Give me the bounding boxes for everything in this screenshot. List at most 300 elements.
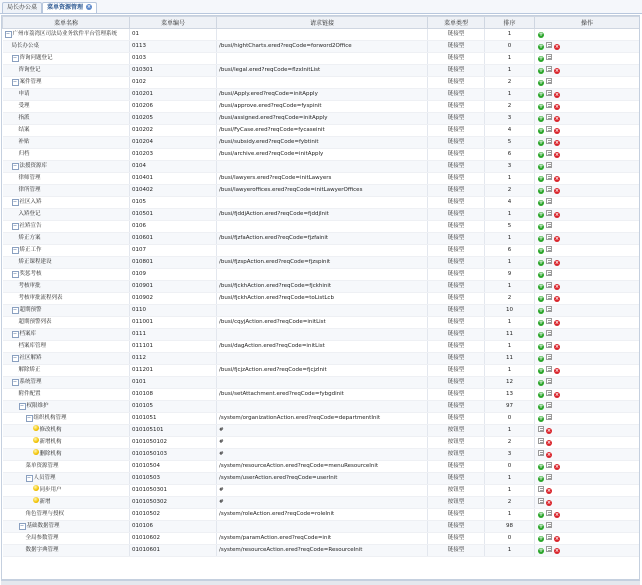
- cell-menu-name[interactable]: [3, 173, 130, 185]
- add-icon[interactable]: +: [538, 463, 544, 470]
- cell-menu-name[interactable]: [3, 89, 130, 101]
- edit-icon[interactable]: [546, 78, 552, 84]
- cell-menu-code: 0101050102: [130, 437, 217, 449]
- delete-icon[interactable]: ×: [554, 176, 560, 182]
- table-row[interactable]: [3, 353, 640, 365]
- collapse-toggle-icon[interactable]: −: [12, 271, 18, 277]
- table-row[interactable]: [3, 137, 640, 149]
- cell-menu-name[interactable]: [3, 425, 130, 437]
- cell-menu-name[interactable]: [3, 449, 130, 461]
- cell-menu-name[interactable]: [3, 509, 130, 521]
- add-icon[interactable]: +: [538, 367, 544, 374]
- cell-menu-name[interactable]: [3, 377, 130, 389]
- table-row[interactable]: [3, 521, 640, 533]
- cell-menu-name[interactable]: [3, 197, 130, 209]
- cell-menu-code: 0112: [130, 353, 217, 365]
- table-row[interactable]: [3, 173, 640, 185]
- add-icon[interactable]: +: [538, 175, 544, 182]
- edit-icon[interactable]: [546, 510, 552, 516]
- table-row[interactable]: [3, 113, 640, 125]
- cell-menu-name[interactable]: [3, 533, 130, 545]
- cell-sort-order: 1: [485, 545, 535, 557]
- cell-menu-type: 按钮型: [428, 497, 485, 509]
- collapse-toggle-icon[interactable]: −: [12, 223, 18, 229]
- cell-actions: [535, 41, 640, 53]
- add-icon[interactable]: +: [538, 307, 544, 314]
- add-icon[interactable]: +: [538, 511, 544, 518]
- edit-icon[interactable]: [546, 546, 552, 552]
- cell-actions: [535, 257, 640, 269]
- cell-request-url: [217, 161, 428, 173]
- cell-sort-order: 11: [485, 353, 535, 365]
- add-icon[interactable]: +: [538, 403, 544, 410]
- table-row[interactable]: [3, 221, 640, 233]
- delete-icon[interactable]: ×: [554, 44, 560, 50]
- cell-menu-code: 0107: [130, 245, 217, 257]
- cell-request-url: /busi/fjckhAction.ered?reqCode=toListLcb: [217, 293, 428, 305]
- delete-icon[interactable]: ×: [554, 296, 560, 302]
- delete-icon[interactable]: ×: [554, 320, 560, 326]
- delete-icon[interactable]: ×: [554, 236, 560, 242]
- add-icon[interactable]: +: [538, 151, 544, 158]
- cell-actions: [535, 437, 640, 449]
- menu-name-text: 奖惩考核: [19, 271, 42, 277]
- table-row[interactable]: [3, 89, 640, 101]
- cell-sort-order: 0: [485, 413, 535, 425]
- edit-icon[interactable]: [546, 90, 552, 96]
- add-icon[interactable]: +: [538, 91, 544, 98]
- cell-actions: [535, 317, 640, 329]
- cell-menu-name[interactable]: [3, 53, 130, 65]
- delete-icon[interactable]: ×: [554, 92, 560, 98]
- cell-menu-name[interactable]: [3, 413, 130, 425]
- menu-name-text: 社区入矫: [19, 199, 42, 205]
- add-icon[interactable]: +: [538, 187, 544, 194]
- add-icon[interactable]: +: [538, 103, 544, 110]
- edit-icon[interactable]: [546, 198, 552, 204]
- column-header-type[interactable]: 菜单类型: [428, 17, 485, 29]
- delete-icon[interactable]: ×: [554, 392, 560, 398]
- collapse-toggle-icon[interactable]: −: [12, 355, 18, 361]
- table-row[interactable]: [3, 329, 640, 341]
- cell-sort-order: 1: [485, 485, 535, 497]
- cell-menu-name[interactable]: [3, 353, 130, 365]
- cell-sort-order: 0: [485, 461, 535, 473]
- cell-sort-order: 2: [485, 101, 535, 113]
- edit-icon[interactable]: [538, 486, 544, 492]
- delete-icon[interactable]: ×: [554, 128, 560, 134]
- cell-actions: [535, 77, 640, 89]
- add-icon[interactable]: +: [538, 319, 544, 326]
- menu-name-text: 全局参数管理: [25, 535, 59, 541]
- cell-menu-name[interactable]: [3, 437, 130, 449]
- edit-icon[interactable]: [546, 354, 552, 360]
- table-row[interactable]: [3, 449, 640, 461]
- table-row[interactable]: [3, 401, 640, 413]
- add-icon[interactable]: +: [538, 163, 544, 170]
- delete-icon[interactable]: ×: [554, 284, 560, 290]
- collapse-toggle-icon[interactable]: −: [19, 403, 25, 409]
- delete-icon[interactable]: ×: [554, 368, 560, 374]
- column-header-url[interactable]: 请求链接: [217, 17, 428, 29]
- cell-menu-name[interactable]: [3, 29, 130, 41]
- tab-menu-resource[interactable]: [42, 2, 97, 13]
- cell-sort-order: 1: [485, 233, 535, 245]
- horizontal-scrollbar[interactable]: [1, 580, 640, 585]
- cell-menu-name[interactable]: [3, 65, 130, 77]
- table-row[interactable]: [3, 485, 640, 497]
- table-row[interactable]: [3, 41, 640, 53]
- column-header-name[interactable]: 菜单名称: [3, 17, 130, 29]
- cell-menu-name[interactable]: [3, 545, 130, 557]
- cell-menu-name[interactable]: [3, 473, 130, 485]
- column-header-order[interactable]: 排序: [485, 17, 535, 29]
- cell-sort-order: 0: [485, 533, 535, 545]
- cell-menu-code: 010401: [130, 173, 217, 185]
- cell-menu-name[interactable]: [3, 149, 130, 161]
- cell-actions: [535, 161, 640, 173]
- add-icon[interactable]: +: [538, 535, 544, 542]
- cell-menu-name[interactable]: [3, 221, 130, 233]
- delete-icon[interactable]: ×: [546, 488, 552, 494]
- collapse-toggle-icon[interactable]: −: [5, 31, 11, 37]
- add-icon[interactable]: +: [538, 523, 544, 530]
- edit-icon[interactable]: [546, 174, 552, 180]
- cell-menu-name[interactable]: [3, 305, 130, 317]
- collapse-toggle-icon[interactable]: −: [26, 415, 32, 421]
- table-row[interactable]: [3, 437, 640, 449]
- cell-menu-name[interactable]: [3, 233, 130, 245]
- table-row[interactable]: [3, 161, 640, 173]
- cell-sort-order: 1: [485, 65, 535, 77]
- edit-icon[interactable]: [538, 426, 544, 432]
- table-row[interactable]: [3, 257, 640, 269]
- edit-icon[interactable]: [546, 414, 552, 420]
- cell-menu-name[interactable]: [3, 77, 130, 89]
- cell-menu-name[interactable]: [3, 317, 130, 329]
- edit-icon[interactable]: [546, 342, 552, 348]
- add-icon[interactable]: +: [538, 79, 544, 86]
- cell-menu-name[interactable]: [3, 293, 130, 305]
- collapse-toggle-icon[interactable]: −: [19, 523, 25, 529]
- edit-icon[interactable]: [546, 186, 552, 192]
- cell-request-url: /busi/cqyjAction.ered?reqCode=initList: [217, 317, 428, 329]
- add-icon[interactable]: +: [538, 55, 544, 62]
- edit-icon[interactable]: [546, 318, 552, 324]
- edit-icon[interactable]: [546, 138, 552, 144]
- add-icon[interactable]: +: [538, 247, 544, 254]
- cell-menu-name[interactable]: [3, 521, 130, 533]
- edit-icon[interactable]: [546, 522, 552, 528]
- edit-icon[interactable]: [546, 222, 552, 228]
- delete-icon[interactable]: ×: [546, 452, 552, 458]
- delete-icon[interactable]: ×: [554, 344, 560, 350]
- cell-menu-code: 0101050301: [130, 485, 217, 497]
- column-header-code[interactable]: 菜单编号: [130, 17, 217, 29]
- cell-menu-name[interactable]: [3, 185, 130, 197]
- table-row[interactable]: [3, 461, 640, 473]
- delete-icon[interactable]: ×: [554, 212, 560, 218]
- table-row[interactable]: [3, 269, 640, 281]
- cell-request-url: /busi/fjddjAction.ered?reqCode=fjddjInit: [217, 209, 428, 221]
- cell-menu-name[interactable]: [3, 257, 130, 269]
- cell-menu-type: 链接型: [428, 389, 485, 401]
- add-icon[interactable]: +: [538, 223, 544, 230]
- cell-menu-type: 链接型: [428, 329, 485, 341]
- edit-icon[interactable]: [546, 474, 552, 480]
- cell-menu-name[interactable]: [3, 209, 130, 221]
- close-icon[interactable]: ×: [86, 4, 92, 10]
- delete-icon[interactable]: ×: [554, 260, 560, 266]
- edit-icon[interactable]: [538, 498, 544, 504]
- cell-menu-type: 链接型: [428, 137, 485, 149]
- table-row[interactable]: [3, 197, 640, 209]
- add-icon[interactable]: +: [538, 199, 544, 206]
- table-row[interactable]: [3, 341, 640, 353]
- table-row[interactable]: [3, 185, 640, 197]
- collapse-toggle-icon[interactable]: −: [26, 475, 32, 481]
- table-row[interactable]: [3, 473, 640, 485]
- cell-request-url: /busi/fjckhAction.ered?reqCode=fjckhinit: [217, 281, 428, 293]
- add-icon[interactable]: +: [538, 139, 544, 146]
- menu-name-text: 社区解矫: [19, 355, 42, 361]
- cell-menu-name[interactable]: [3, 101, 130, 113]
- add-icon[interactable]: +: [538, 127, 544, 134]
- cell-request-url: [217, 521, 428, 533]
- table-row[interactable]: [3, 101, 640, 113]
- cell-menu-code: 010901: [130, 281, 217, 293]
- collapse-toggle-icon[interactable]: −: [12, 199, 18, 205]
- cell-menu-code: 010801: [130, 257, 217, 269]
- edit-icon[interactable]: [546, 66, 552, 72]
- cell-request-url: /busi/hightCharts.ered?reqCode=forword2Office: [217, 41, 428, 53]
- edit-icon[interactable]: [546, 126, 552, 132]
- cell-menu-name[interactable]: [3, 329, 130, 341]
- cell-menu-name[interactable]: [3, 281, 130, 293]
- cell-menu-code: 0103: [130, 53, 217, 65]
- collapse-toggle-icon[interactable]: −: [12, 163, 18, 169]
- cell-actions: [535, 281, 640, 293]
- menu-name-text: 附件配置: [18, 391, 41, 397]
- delete-icon[interactable]: ×: [554, 116, 560, 122]
- edit-icon[interactable]: [546, 258, 552, 264]
- table-row[interactable]: [3, 293, 640, 305]
- menu-name-text: 广州市荔湾区司法局业务软件平台管理系统: [12, 31, 118, 37]
- delete-icon[interactable]: ×: [554, 548, 560, 554]
- menu-name-text: 考核审批流程列表: [18, 295, 63, 301]
- table-row[interactable]: [3, 149, 640, 161]
- table-row[interactable]: [3, 413, 640, 425]
- tab-label: 局长办公桌: [7, 4, 38, 11]
- table-row[interactable]: [3, 29, 640, 41]
- add-icon[interactable]: +: [538, 355, 544, 362]
- table-row[interactable]: [3, 125, 640, 137]
- menu-name-text: 考核审批: [18, 283, 41, 289]
- cell-menu-type: 链接型: [428, 341, 485, 353]
- cell-menu-name[interactable]: [3, 389, 130, 401]
- edit-icon[interactable]: [546, 306, 552, 312]
- cell-request-url: /busi/approve.ered?reqCode=fyspinit: [217, 101, 428, 113]
- delete-icon[interactable]: ×: [554, 536, 560, 542]
- table-row[interactable]: [3, 245, 640, 257]
- delete-icon[interactable]: ×: [554, 188, 560, 194]
- delete-icon[interactable]: ×: [554, 104, 560, 110]
- table-row[interactable]: [3, 389, 640, 401]
- edit-icon[interactable]: [546, 294, 552, 300]
- add-icon[interactable]: +: [538, 475, 544, 482]
- add-icon[interactable]: +: [538, 235, 544, 242]
- cell-menu-name[interactable]: [3, 461, 130, 473]
- cell-sort-order: 6: [485, 245, 535, 257]
- collapse-toggle-icon[interactable]: −: [12, 307, 18, 313]
- cell-request-url: [217, 29, 428, 41]
- delete-icon[interactable]: ×: [554, 152, 560, 158]
- table-row[interactable]: [3, 497, 640, 509]
- cell-menu-name[interactable]: [3, 341, 130, 353]
- edit-icon[interactable]: [546, 282, 552, 288]
- table-row[interactable]: [3, 509, 640, 521]
- cell-menu-name[interactable]: [3, 485, 130, 497]
- cell-request-url: [217, 197, 428, 209]
- add-icon[interactable]: +: [538, 271, 544, 278]
- collapse-toggle-icon[interactable]: −: [12, 55, 18, 61]
- edit-icon[interactable]: [546, 102, 552, 108]
- edit-icon[interactable]: [538, 438, 544, 444]
- table-row[interactable]: [3, 281, 640, 293]
- edit-icon[interactable]: [546, 114, 552, 120]
- edit-icon[interactable]: [546, 162, 552, 168]
- table-row[interactable]: [3, 533, 640, 545]
- cell-actions: [535, 173, 640, 185]
- add-icon[interactable]: +: [538, 547, 544, 554]
- edit-icon[interactable]: [546, 54, 552, 60]
- cell-menu-code: 0101050103: [130, 449, 217, 461]
- cell-menu-code: 0101: [130, 377, 217, 389]
- add-icon[interactable]: +: [538, 67, 544, 74]
- add-icon[interactable]: +: [538, 391, 544, 398]
- edit-icon[interactable]: [546, 462, 552, 468]
- add-icon[interactable]: +: [538, 415, 544, 422]
- cell-sort-order: 4: [485, 197, 535, 209]
- cell-menu-type: 按钮型: [428, 437, 485, 449]
- cell-actions: [535, 53, 640, 65]
- delete-icon[interactable]: ×: [554, 68, 560, 74]
- collapse-toggle-icon[interactable]: −: [12, 331, 18, 337]
- table-row[interactable]: [3, 377, 640, 389]
- cell-menu-name[interactable]: [3, 497, 130, 509]
- edit-icon[interactable]: [538, 450, 544, 456]
- edit-icon[interactable]: [546, 246, 552, 252]
- cell-request-url: #: [217, 485, 428, 497]
- cell-request-url: [217, 245, 428, 257]
- cell-menu-type: 链接型: [428, 473, 485, 485]
- collapse-toggle-icon[interactable]: −: [12, 247, 18, 253]
- cell-menu-name[interactable]: [3, 125, 130, 137]
- menu-name-text: 咨询登记: [18, 67, 41, 73]
- add-icon[interactable]: +: [538, 115, 544, 122]
- cell-menu-name[interactable]: [3, 245, 130, 257]
- menu-name-text: 修改机构: [39, 427, 62, 433]
- tab-office-desk[interactable]: [2, 2, 42, 13]
- cell-menu-name[interactable]: [3, 137, 130, 149]
- cell-request-url: [217, 329, 428, 341]
- delete-icon[interactable]: ×: [546, 440, 552, 446]
- cell-menu-type: 链接型: [428, 185, 485, 197]
- cell-sort-order: 12: [485, 377, 535, 389]
- table-row[interactable]: [3, 365, 640, 377]
- menu-name-text: 律师管理: [18, 175, 41, 181]
- add-icon[interactable]: +: [538, 295, 544, 302]
- add-icon[interactable]: +: [538, 343, 544, 350]
- table-row[interactable]: [3, 77, 640, 89]
- delete-icon[interactable]: ×: [554, 140, 560, 146]
- cell-menu-type: 链接型: [428, 353, 485, 365]
- cell-menu-type: 链接型: [428, 281, 485, 293]
- cell-sort-order: 2: [485, 293, 535, 305]
- table-row[interactable]: [3, 545, 640, 557]
- cell-menu-name[interactable]: [3, 401, 130, 413]
- edit-icon[interactable]: [546, 210, 552, 216]
- edit-icon[interactable]: [546, 366, 552, 372]
- collapse-toggle-icon[interactable]: −: [12, 79, 18, 85]
- edit-icon[interactable]: [546, 378, 552, 384]
- edit-icon[interactable]: [546, 234, 552, 240]
- cell-menu-code: 0106: [130, 221, 217, 233]
- add-icon[interactable]: +: [538, 259, 544, 266]
- add-icon[interactable]: +: [538, 331, 544, 338]
- table-row[interactable]: [3, 53, 640, 65]
- delete-icon[interactable]: ×: [554, 464, 560, 470]
- cell-menu-name[interactable]: [3, 113, 130, 125]
- delete-icon[interactable]: ×: [554, 512, 560, 518]
- table-row[interactable]: [3, 233, 640, 245]
- add-icon[interactable]: +: [538, 379, 544, 386]
- add-icon[interactable]: +: [538, 31, 544, 38]
- cell-sort-order: 1: [485, 341, 535, 353]
- delete-icon[interactable]: ×: [546, 500, 552, 506]
- table-row[interactable]: [3, 305, 640, 317]
- table-row[interactable]: [3, 65, 640, 77]
- cell-menu-code: 010501: [130, 209, 217, 221]
- table-row[interactable]: [3, 317, 640, 329]
- table-row[interactable]: [3, 209, 640, 221]
- cell-menu-name[interactable]: [3, 365, 130, 377]
- cell-sort-order: 2: [485, 77, 535, 89]
- edit-icon[interactable]: [546, 534, 552, 540]
- add-icon[interactable]: +: [538, 211, 544, 218]
- cell-sort-order: 6: [485, 149, 535, 161]
- collapse-toggle-icon[interactable]: −: [12, 379, 18, 385]
- edit-icon[interactable]: [546, 330, 552, 336]
- delete-icon[interactable]: ×: [546, 428, 552, 434]
- cell-menu-name[interactable]: [3, 41, 130, 53]
- cell-actions: [535, 545, 640, 557]
- cell-actions: [535, 125, 640, 137]
- menu-name-text: 法援资源库: [19, 163, 48, 169]
- cell-menu-name[interactable]: [3, 161, 130, 173]
- cell-menu-name[interactable]: [3, 269, 130, 281]
- cell-menu-type: 链接型: [428, 257, 485, 269]
- add-icon[interactable]: +: [538, 43, 544, 50]
- edit-icon[interactable]: [546, 150, 552, 156]
- cell-sort-order: 1: [485, 53, 535, 65]
- table-row[interactable]: [3, 425, 640, 437]
- edit-icon[interactable]: [546, 42, 552, 48]
- edit-icon[interactable]: [546, 390, 552, 396]
- edit-icon[interactable]: [546, 270, 552, 276]
- edit-icon[interactable]: [546, 402, 552, 408]
- add-icon[interactable]: +: [538, 283, 544, 290]
